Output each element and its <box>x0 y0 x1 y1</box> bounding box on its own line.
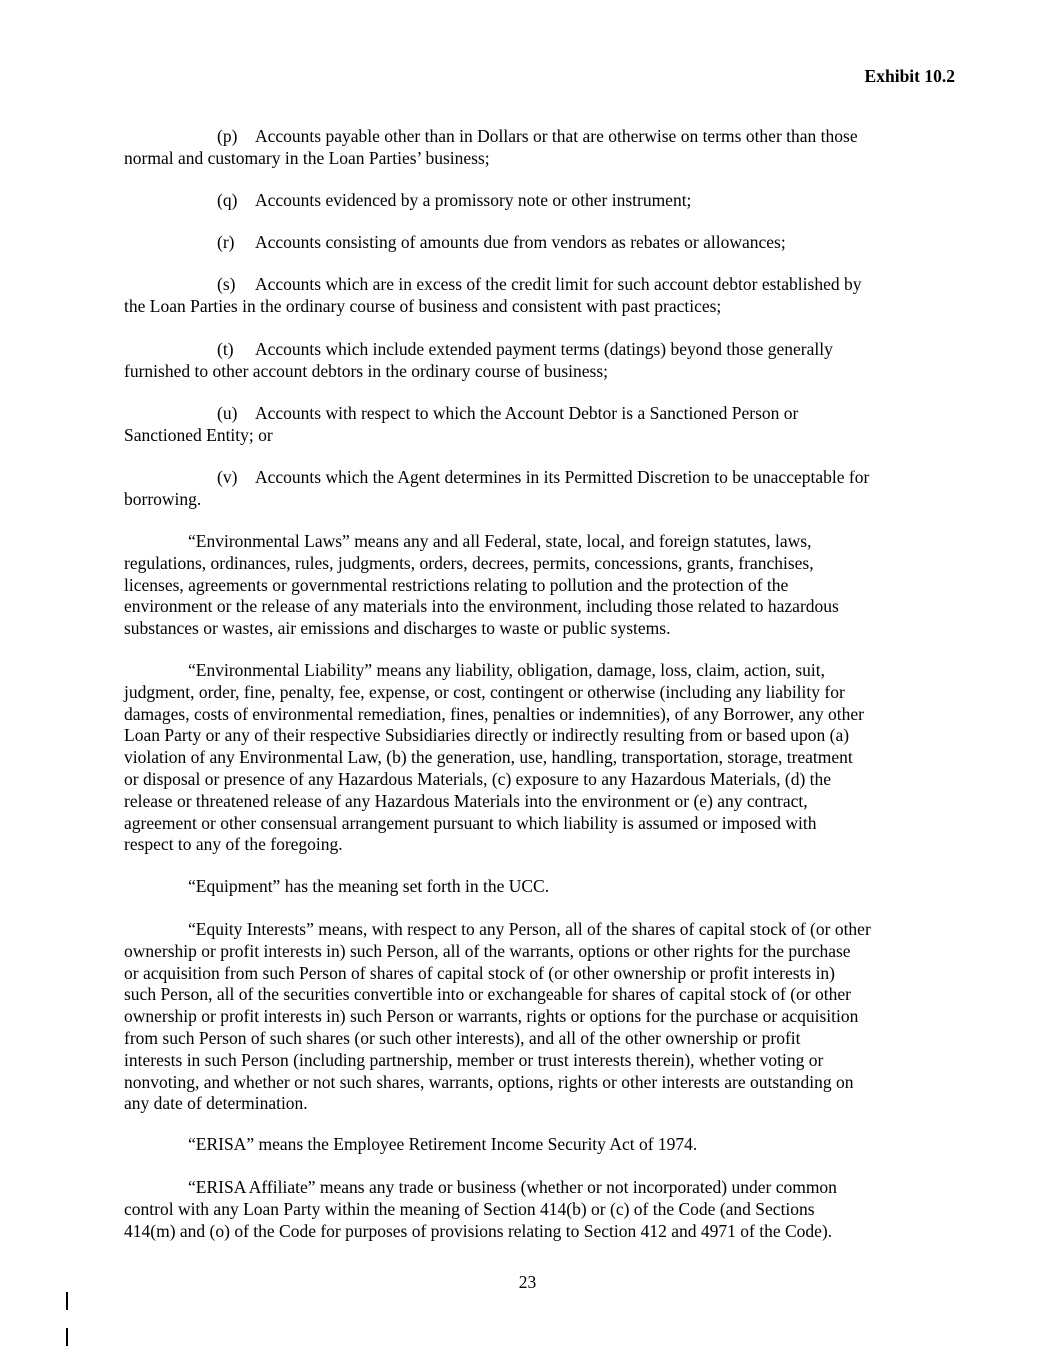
definition-text: 414(m) and (o) of the Code for purposes of provisions relating to Section 412 and 4971 of the Code). <box>124 1220 833 1241</box>
definition-text: “ERISA” means the Employee Retirement Income Security Act of 1974. <box>188 1134 698 1154</box>
definition-text: “Equity Interests” means, with respect to any Person, all of the shares of capital stock of (or other <box>188 919 871 939</box>
subclause-r <box>124 232 936 254</box>
definition-text: “Equipment” has the meaning set forth in the UCC. <box>188 876 550 896</box>
subclause-q <box>124 190 936 212</box>
definition-text: or disposal or presence of any Hazardous Materials, (c) exposure to any Hazardous Materials, (d) the <box>124 768 832 789</box>
exhibit-label: Exhibit 10.2 <box>864 66 955 86</box>
subclause-s <box>124 274 936 318</box>
subclause-text: normal and customary in the Loan Parties’ business; <box>124 147 490 168</box>
definition-text: agreement or other consensual arrangement pursuant to which liability is assumed or imposed with <box>124 812 817 833</box>
definition-text: damages, costs of environmental remediation, fines, penalties or indemnities), of any Borrower, any other <box>124 703 864 724</box>
definition-text: “ERISA Affiliate” means any trade or business (whether or not incorporated) under common <box>188 1177 837 1197</box>
subclause-t <box>124 339 936 383</box>
definition-text: substances or wastes, air emissions and discharges to waste or public systems. <box>124 618 671 639</box>
subclause-text: Accounts evidenced by a promissory note or other instrument; <box>255 190 692 210</box>
definition-text: such Person, all of the securities convertible into or exchangeable for shares of capital stock of (or other <box>124 984 851 1005</box>
subclause-text: Accounts which the Agent determines in its Permitted Discretion to be unacceptable for <box>255 467 870 487</box>
page-number: 23 <box>518 1272 537 1292</box>
subclause-label: (u) <box>217 403 238 423</box>
definition-environmental-laws <box>124 531 936 640</box>
definition-text: any date of determination. <box>124 1093 308 1114</box>
revision-change-bar <box>66 1328 68 1346</box>
subclause-text: Accounts consisting of amounts due from vendors as rebates or allowances; <box>255 232 786 252</box>
subclause-label: (p) <box>217 126 238 146</box>
definition-erisa <box>124 1134 936 1156</box>
subclause-text: Accounts which are in excess of the credit limit for such account debtor established by <box>255 274 862 294</box>
definition-text: violation of any Environmental Law, (b) the generation, use, handling, transportation, storage, treatment <box>124 747 853 768</box>
subclause-label: (r) <box>217 232 235 252</box>
definition-text: regulations, ordinances, rules, judgments, orders, decrees, permits, concessions, grants, franchises, <box>124 552 814 573</box>
subclause-p <box>124 126 936 170</box>
definition-text: “Environmental Laws” means any and all Federal, state, local, and foreign statutes, laws, <box>188 531 812 551</box>
definition-text: respect to any of the foregoing. <box>124 834 343 855</box>
definition-erisa-affiliate <box>124 1177 936 1242</box>
definition-environmental-liability <box>124 660 936 856</box>
subclause-text: Accounts with respect to which the Account Debtor is a Sanctioned Person or <box>255 403 799 423</box>
definition-text: or acquisition from such Person of shares of capital stock of (or other ownership or profit interests in) <box>124 962 836 983</box>
definition-text: nonvoting, and whether or not such shares, warrants, options, rights or other interests are outstanding on <box>124 1071 854 1092</box>
subclause-text: the Loan Parties in the ordinary course of business and consistent with past practices; <box>124 295 722 316</box>
definition-text: from such Person of such shares (or such other interests), and all of the other ownership or profit <box>124 1027 801 1048</box>
subclause-u <box>124 403 936 447</box>
definition-text: licenses, agreements or governmental restrictions relating to pollution and the protection of the <box>124 574 789 595</box>
revision-change-bar <box>66 1292 68 1310</box>
definition-text: ownership or profit interests in) such Person, all of the warrants, options or other rights for the purchase <box>124 940 851 961</box>
subclause-text: Accounts which include extended payment terms (datings) beyond those generally <box>255 339 833 359</box>
subclause-text: furnished to other account debtors in the ordinary course of business; <box>124 360 609 381</box>
definition-text: judgment, order, fine, penalty, fee, expense, or cost, contingent or otherwise (including any liability for <box>124 681 845 702</box>
subclause-label: (t) <box>217 339 234 359</box>
subclause-text: Accounts payable other than in Dollars or that are otherwise on terms other than those <box>255 126 858 146</box>
definition-text: release or threatened release of any Hazardous Materials into the environment or (e) any contract, <box>124 790 808 811</box>
definition-text: “Environmental Liability” means any liability, obligation, damage, loss, claim, action, suit, <box>188 660 825 680</box>
subclause-text: Sanctioned Entity; or <box>124 424 273 445</box>
definition-text: ownership or profit interests in) such Person or warrants, rights or options for the purchase or acquisition <box>124 1006 859 1027</box>
subclause-label: (q) <box>217 190 238 210</box>
subclause-v <box>124 467 936 511</box>
definition-text: Loan Party or any of their respective Subsidiaries directly or indirectly resulting from or based upon (a) <box>124 725 850 746</box>
subclause-label: (v) <box>217 467 238 487</box>
definition-equity-interests <box>124 919 936 1115</box>
definition-text: interests in such Person (including partnership, member or trust interests therein), whether voting or <box>124 1049 824 1070</box>
subclause-label: (s) <box>217 274 236 294</box>
definition-text: control with any Loan Party within the meaning of Section 414(b) or (c) of the Code (and Sections <box>124 1198 815 1219</box>
definition-text: environment or the release of any materials into the environment, including those related to hazardous <box>124 596 839 617</box>
definition-equipment <box>124 876 936 898</box>
subclause-text: borrowing. <box>124 488 202 509</box>
